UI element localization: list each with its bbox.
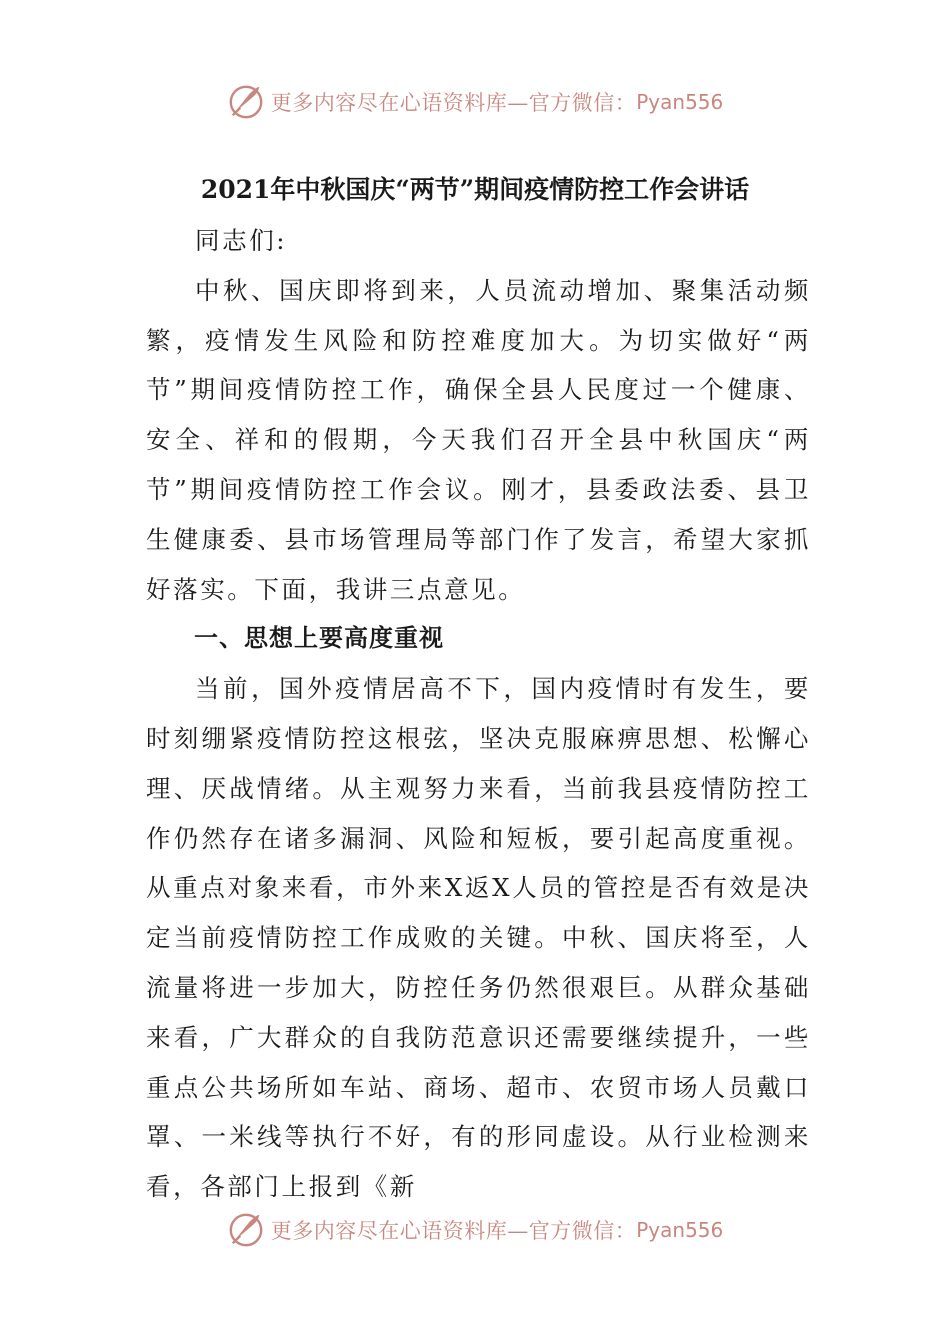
quill-logo-icon bbox=[227, 1211, 265, 1249]
quill-logo-icon bbox=[227, 83, 265, 121]
document-title: 2021年中秋国庆“两节”期间疫情防控工作会讲话 bbox=[200, 175, 750, 204]
document-body bbox=[146, 216, 811, 1212]
salutation: 同志们: bbox=[195, 226, 288, 255]
watermark-wechat-id: Pyan556 bbox=[636, 1218, 724, 1242]
watermark-footer bbox=[0, 1208, 950, 1252]
intro-paragraph: 中秋、国庆即将到来，人员流动增加、聚集活动频繁，疫情发生风险和防控难度加大。为切实做好“两节”期间疫情防控工作，确保全县人民度过一个健康、安全、祥和的假期，今天我们召开全县中秋国庆“两节”期间疫情防控工作会议。刚才，县委政法委、县卫生健康委、县市场管理局等部门作了发言，希望大家抓好落实。下面，我讲三点意见。 bbox=[146, 275, 811, 604]
watermark-text: 更多内容尽在心语资料库—官方微信： bbox=[270, 1219, 637, 1243]
section-1-paragraph: 当前，国外疫情居高不下，国内疫情时有发生，要时刻绷紧疫情防控这根弦，坚决克服麻痹思想、松懈心理、厌战情绪。从主观努力来看，当前我县疫情防控工作仍然存在诸多漏洞、风险和短板，要引起高度重视。从重点对象来看，市外来X返X人员的管控是否有效是决定当前疫情防控工作成败的关键。中秋、国庆将至，人流量将进一步加大，防控任务仍然很艰巨。从群众基础来看，广大群众的自我防范意识还需要继续提升，一些重点公共场所如车站、商场、超市、农贸市场人员戴口罩、一米线等执行不好，有的形同虚设。从行业检测来看，各部门上报到《新 bbox=[146, 674, 811, 1202]
watermark-header bbox=[0, 80, 950, 124]
watermark-text: 更多内容尽在心语资料库—官方微信： bbox=[270, 91, 637, 115]
watermark-wechat-id: Pyan556 bbox=[636, 90, 724, 114]
section-1-heading: 一、思想上要高度重视 bbox=[194, 624, 444, 653]
